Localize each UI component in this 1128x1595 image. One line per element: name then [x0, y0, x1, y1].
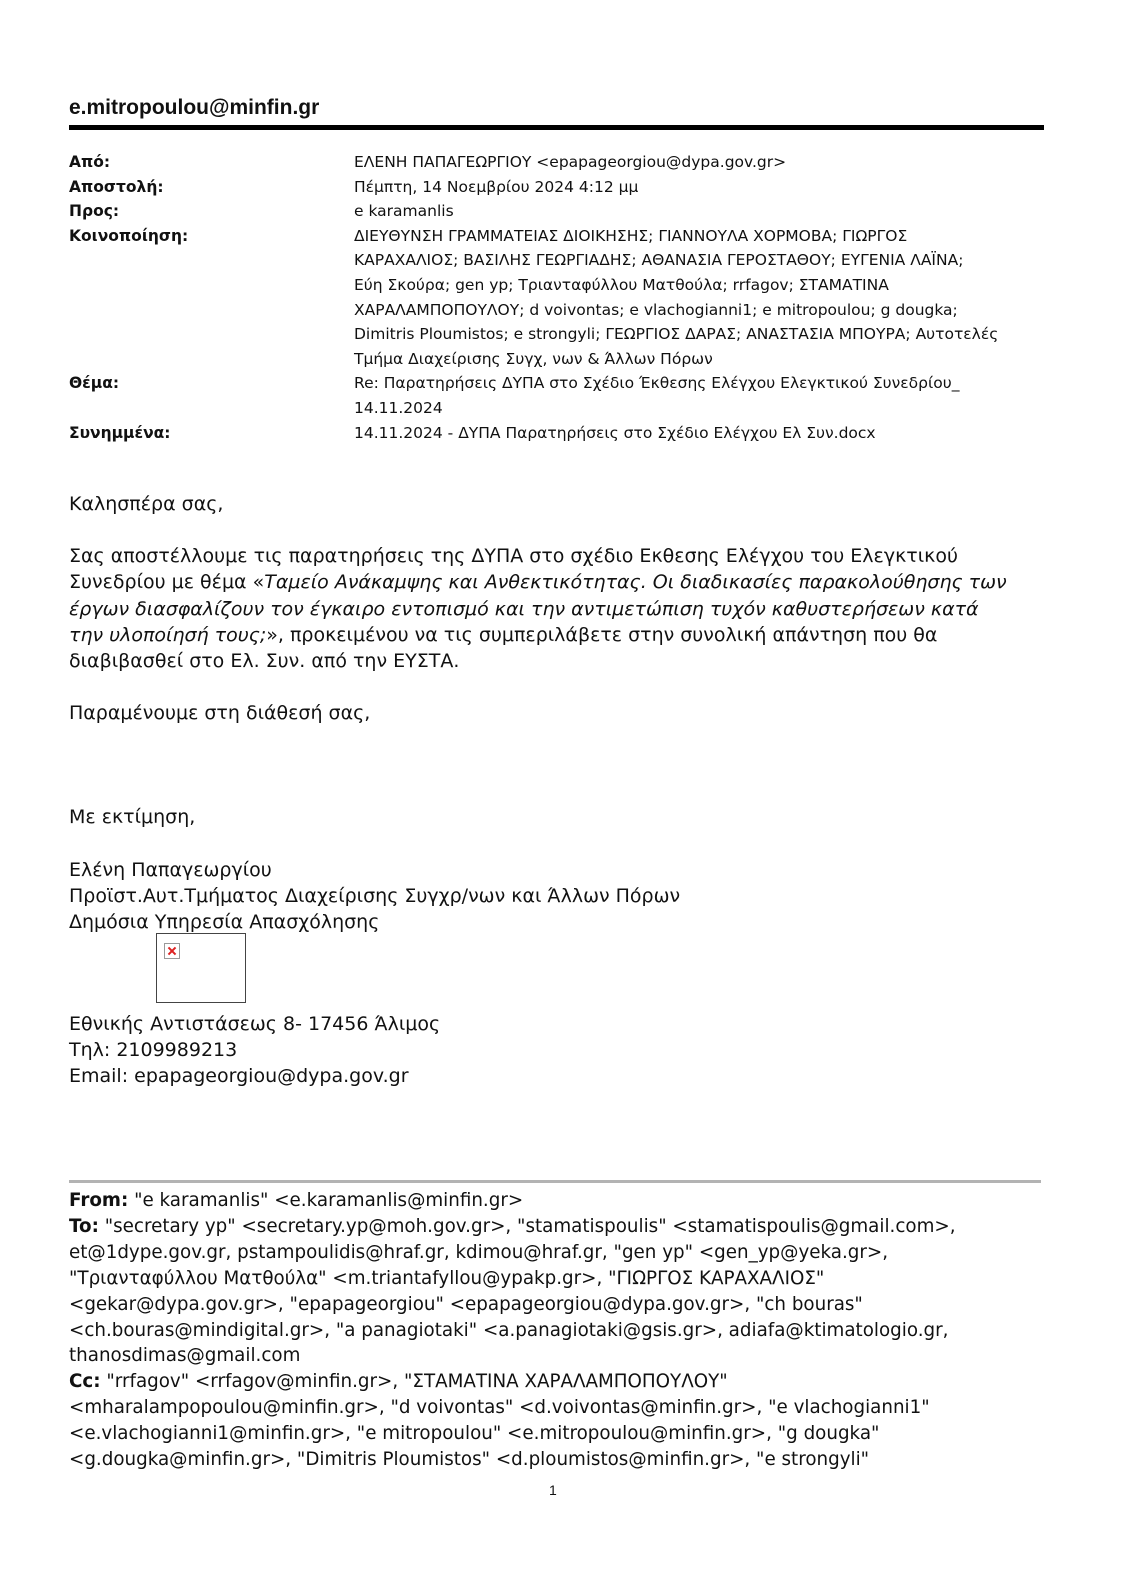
subject-value	[354, 371, 1044, 420]
signature-title: Προϊστ.Αυτ.Τμήματος Διαχείρισης Συγχρ/νων και Άλλων Πόρων	[69, 884, 681, 907]
attachments-label: Συνημμένα:	[69, 423, 171, 442]
fwd-cc-line: <e.vlachogianni1@minfin.gr>, "e mitropoulou" <e.mitropoulou@minfin.gr>, "g dougka"	[69, 1423, 880, 1445]
fwd-from-label: From:	[69, 1190, 129, 1211]
cc-line: Dimitris Ploumistos; e strongyli; ΓΕΩΡΓΙΟΣ ΔΑΡΑΣ; ΑΝΑΣΤΑΣΙΑ ΜΠΟΥΡΑ; Αυτοτελές	[354, 325, 999, 344]
email-body	[69, 491, 1044, 935]
forward-divider	[69, 1180, 1041, 1183]
phone-number: Τηλ: 2109989213	[69, 1039, 238, 1062]
mailbox-title: e.mitropoulou@minfin.gr	[69, 96, 320, 119]
street-address: Εθνικής Αντιστάσεως 8- 17456 Άλιμος	[69, 1013, 441, 1035]
report-title-italic: Ταμείο Ανάκαμψης και Ανθεκτικότητας. Οι διαδικασίες παρακολούθησης των	[264, 571, 1007, 594]
header-from-row	[69, 150, 1049, 175]
attachment-link[interactable]: 14.11.2024 - ΔΥΠΑ Παρατηρήσεις στο Σχέδιο Ελέγχου Ελ Συν.docx	[354, 423, 876, 442]
subject-line: 14.11.2024	[354, 398, 443, 417]
fwd-to-line: <gekar@dypa.gov.gr>, "epapageorgiou" <epapageorgiou@dypa.gov.gr>, "ch bouras"	[69, 1293, 863, 1315]
fwd-to-line	[69, 1214, 1049, 1240]
header-attachments-row	[69, 421, 1049, 446]
email-header	[69, 150, 1049, 445]
header-sent-row	[69, 175, 1049, 200]
subject-line: Re: Παρατηρήσεις ΔΥΠΑ στο Σχέδιο Έκθεσης Ελέγχου Ελεγκτικού Συνεδρίου_	[354, 374, 960, 393]
cc-line: Εύη Σκούρα; gen yp; Τριανταφύλλου Ματθούλα; rrfagov; ΣΤΑΜΑΤΙΝΑ	[354, 275, 889, 294]
fwd-from-value: "e karamanlis" <e.karamanlis@minfin.gr>	[134, 1190, 524, 1211]
header-to-row	[69, 199, 1049, 224]
from-value: ΕΛΕΝΗ ΠΑΠΑΓΕΩΡΓΙΟΥ <epapageorgiou@dypa.gov.gr>	[354, 153, 787, 171]
fwd-to-value: "secretary yp" <secretary.yp@moh.gov.gr>, "stamatispoulis" <stamatispoulis@gmail.com>,	[104, 1215, 956, 1237]
fwd-cc-label: Cc:	[69, 1371, 101, 1393]
signature-org: Δημόσια Υπηρεσία Απασχόλησης	[69, 911, 380, 934]
page-number: 1	[549, 1482, 557, 1498]
fwd-cc-line: <g.dougka@minfin.gr>, "Dimitris Ploumistos" <d.ploumistos@minfin.gr>, "e strongyli"	[69, 1449, 870, 1471]
to-label: Προς:	[69, 202, 120, 221]
fwd-to-label: To:	[69, 1215, 99, 1237]
fwd-to-line: et@1dype.gov.gr, pstampoulidis@hraf.gr, kdimou@hraf.gr, "gen yp" <gen_yp@yeka.gr>,	[69, 1241, 889, 1263]
fwd-to-line: thanosdimas@gmail.com	[69, 1345, 301, 1367]
cc-label: Κοινοποίηση:	[69, 226, 189, 245]
header-divider	[69, 125, 1044, 130]
cc-line: ΚΑΡΑΧΑΛΙΟΣ; ΒΑΣΙΛΗΣ ΓΕΩΡΓΙΑΔΗΣ; ΑΘΑΝΑΣΙΑ ΓΕΡΟΣΤΑΘΟΥ; ΕΥΓΕΝΙΑ ΛΑΪΝΑ;	[354, 251, 964, 270]
body-paragraph: Σας αποστέλλουμε τις παρατηρήσεις της ΔΥΠΑ στο σχέδιο Εκθεσης Ελέγχου του Ελεγκτικού Συνεδρίου με θέμα «Ταμείο Ανάκαμψης και Ανθεκτικότητας. Οι διαδικασίες παρακολούθησης των έργων διασφαλίζουν τον έγκαιρο εντοπισμό και την αντιμετώπιση τυχόν καθυστερήσεων κατά την υλοποίησή τους;», προκειμένου να τις συμπεριλάβετε στην συνολική απάντηση που θα διαβιβασθεί στο Ελ. Συν. από την ΕΥΣΤΑ.	[69, 545, 1007, 673]
fwd-to-line: "Τριανταφύλλου Ματθούλα" <m.triantafyllou@ypakp.gr>, "ΓΙΩΡΓΟΣ ΚΑΡΑΧΑΛΙΟΣ"	[69, 1267, 825, 1289]
broken-image-placeholder	[156, 933, 246, 1003]
from-label: Από:	[69, 153, 111, 171]
signature-name: Ελένη Παπαγεωργίου	[69, 858, 272, 881]
cc-line: Τμήμα Διαχείρισης Συγχ, νων & Άλλων Πόρων	[354, 349, 713, 368]
sent-value: Πέμπτη, 14 Νοεμβρίου 2024 4:12 μμ	[354, 177, 639, 196]
subject-label: Θέμα:	[69, 374, 120, 393]
header-subject-row	[69, 371, 1049, 420]
fwd-to-line: <ch.bouras@mindigital.gr>, "a panagiotaki" <a.panagiotaki@gsis.gr>, adiafa@ktimatologio.gr,	[69, 1319, 949, 1341]
forwarded-header	[69, 1188, 1049, 1473]
closing-line: Παραμένουμε στη διάθεσή σας,	[69, 702, 371, 725]
header-cc-row	[69, 224, 1049, 372]
email-address[interactable]: Email: epapageorgiou@dypa.gov.gr	[69, 1065, 409, 1088]
to-value: e karamanlis	[354, 202, 454, 221]
fwd-cc-line: <mharalampopoulou@minfin.gr>, "d voivontas" <d.voivontas@minfin.gr>, "e vlachogianni1"	[69, 1397, 930, 1419]
sent-label: Αποστολή:	[69, 177, 164, 196]
fwd-cc-value: "rrfagov" <rrfagov@minfin.gr>, "ΣΤΑΜΑΤΙΝΑ ΧΑΡΑΛΑΜΠΟΠΟΥΛΟΥ"	[106, 1371, 728, 1393]
cc-line: ΔΙΕΥΘΥΝΣΗ ΓΡΑΜΜΑΤΕΙΑΣ ΔΙΟΙΚΗΣΗΣ; ΓΙΑΝΝΟΥΛΑ ΧΟΡΜΟΒΑ; ΓΙΩΡΓΟΣ	[354, 226, 908, 245]
broken-image-icon	[164, 943, 180, 959]
fwd-from-line	[69, 1188, 1049, 1214]
greeting: Καλησπέρα σας,	[69, 493, 224, 515]
cc-line: ΧΑΡΑΛΑΜΠΟΠΟΥΛΟΥ; d voivontas; e vlachogianni1; e mitropoulou; g dougka;	[354, 300, 958, 319]
signature-address	[69, 1011, 440, 1090]
regards-line: Με εκτίμηση,	[69, 806, 196, 829]
cc-value	[354, 224, 1044, 372]
fwd-cc-line	[69, 1369, 1049, 1395]
